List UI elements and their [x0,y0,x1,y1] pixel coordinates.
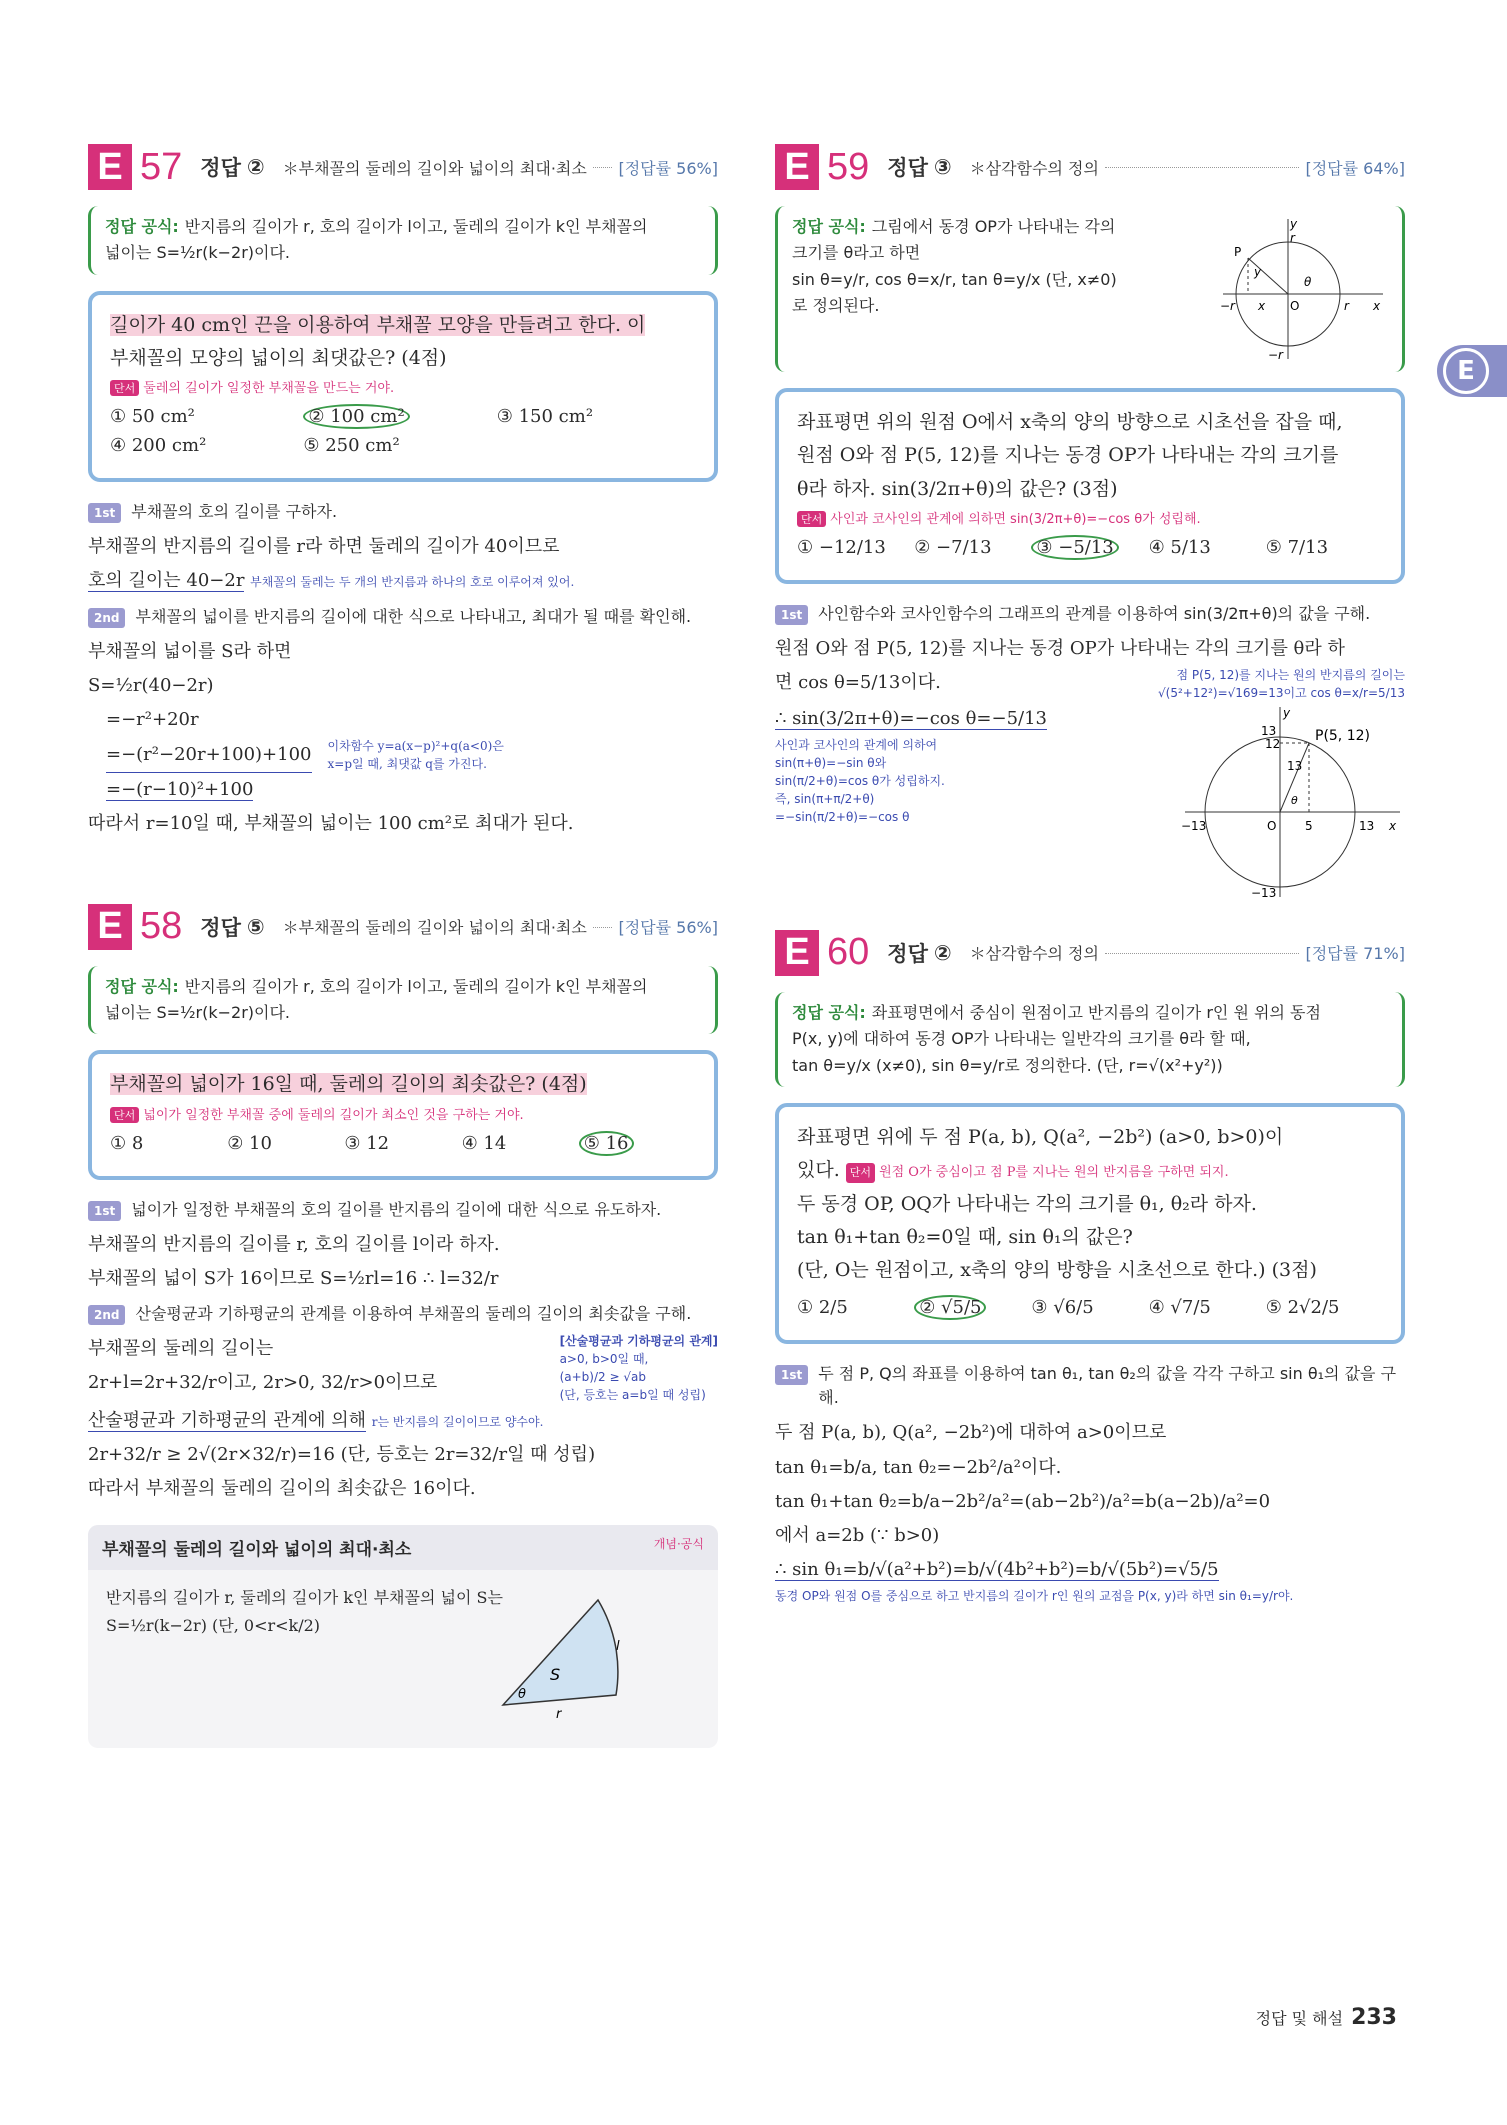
e59-choice-1: ① −12/13 [797,536,886,558]
e60-question-box [775,1103,1405,1344]
e60-sol-3: tan θ₁+tan θ₂=b/a−2b²/a²=(ab−2b²)/a²=b(a−2b)/a²=0 [775,1490,1271,1512]
e58-choice-4: ④ 14 [461,1132,507,1154]
e58-leader [593,926,613,928]
e60-question-3: 두 동경 OP, OQ가 나타내는 각의 크기를 θ₁, θ₂라 하자. [797,1192,1257,1215]
e58-header [88,900,718,954]
e60-formula-3: tan θ=y/x (x≠0), sin θ=y/r로 정의한다. (단, r=√(x²+y²)) [792,1055,1223,1075]
e60-sol-1: 두 점 P(a, b), Q(a², −2b²)에 대하여 a>0이므로 [775,1422,1167,1444]
e60-choice-3: ③ √6/5 [1031,1297,1094,1319]
e59-formula [775,206,1405,372]
fig2-x: x [1389,818,1397,833]
e60-header [775,926,1405,980]
fig2-neg13-left: −13 [1181,818,1207,833]
e57-leader [593,166,613,168]
e60-choice-4: ④ √7/5 [1148,1297,1211,1319]
e60-choices [797,1297,1383,1326]
e57-formula-1: 반지름의 길이가 r, 호의 길이가 l이고, 둘레의 길이가 k인 부채꼴의 [184,217,648,236]
e57-header [88,140,718,194]
e57-hint-tag: 단서 [110,380,139,396]
fig2-13-top: 13 [1261,723,1277,738]
e58-question-box [88,1050,718,1179]
fig2-P: P(5, 12) [1315,727,1370,744]
e57-choice-1: ① 50 cm² [110,406,195,428]
e60-sol-4: 에서 a=2b (∵ b>0) [775,1524,940,1546]
e57-badge: E [88,144,132,190]
e60-sol-5-note: 동경 OP와 원점 O를 중심으로 하고 반지름의 길이가 r인 원의 교점을 P(x, y)라 하면 sin θ₁=y/r야. [775,1589,1294,1604]
e57-choice-5: ⑤ 250 cm² [303,435,400,457]
fig2-13-diag: 13 [1287,758,1303,773]
e60-hint-tag: 단서 [846,1163,875,1182]
e57-question-box [88,291,718,483]
e59-step1: 사인함수와 코사인함수의 그래프의 관계를 이용하여 sin(3/2π+θ)의 값을 구해. [818,603,1371,623]
e57-sol-1: 부채꼴의 반지름의 길이를 r라 하면 둘레의 길이가 40이므로 [88,536,560,558]
e58-badge: E [88,904,132,950]
e59-note-2: sin(π+θ)=−sin θ와 [775,756,887,771]
e60-sol-5: ∴ sin θ₁=b/√(a²+b²)=b/√(4b²+b²)=b/√(5b²)=√5/5 [775,1559,1219,1581]
e59-formula-4: 로 정의된다. [792,296,880,316]
e58-sol-1: 부채꼴의 반지름의 길이를 r, 호의 길이를 l이라 하자. [88,1233,500,1255]
fig2-neg13-bottom: −13 [1251,885,1277,900]
e59-choice-2: ② −7/13 [914,536,992,558]
e57-question-2: 부채꼴의 모양의 넓이의 최댓값은? (4점) [110,347,447,370]
e57-sol-2-note: 부채꼴의 둘레는 두 개의 반지름과 하나의 호로 이루어져 있어. [250,575,575,590]
e59-formula-1: 그림에서 동경 OP가 나타내는 각의 [871,217,1116,236]
e57-choice-4: ④ 200 cm² [110,435,207,457]
e58-sol-4: 2r+l=2r+32/r이고, 2r>0, 32/r>0이므로 [88,1372,438,1394]
e57-sol-7: =−(r−10)²+100 [106,779,254,801]
e57-step2-tag: 2nd [88,608,125,628]
e59-choice-4: ④ 5/13 [1148,536,1211,558]
e59-topic: ＊삼각함수의 정의 [969,158,1099,178]
e59-note-5: =−sin(π/2+θ)=−cos θ [775,810,910,825]
e58-answer-label: 정답 [200,915,241,940]
e60-answer-label: 정답 [887,941,928,966]
e57-step2: 부채꼴의 넓이를 반지름의 길이에 대한 식으로 나타내고, 최대가 될 때를 확인해. [135,606,692,626]
e59-sol-2-note-1: 점 P(5, 12)를 지나는 원의 반지름의 길이는 [1176,667,1405,682]
e58-amgm-3: (단, 등호는 a=b일 때 성립) [559,1388,706,1402]
e60-formula-2: P(x, y)에 대하여 동경 OP가 나타내는 일반각의 크기를 θ라 할 때, [792,1029,1251,1049]
e60-leader [1105,952,1300,954]
e59-step1-tag: 1st [775,605,808,625]
chapter-tab [1437,345,1507,397]
fig1-x: x [1373,299,1381,313]
concept-title: 부채꼴의 둘레의 길이와 넓이의 최대·최소 [102,1539,412,1560]
e58-formula-label: 정답 공식: [105,976,179,996]
fig2-12: 12 [1265,736,1281,751]
concept-box [88,1525,718,1748]
e58-choices [110,1133,696,1162]
e58-step1-tag: 1st [88,1201,121,1221]
sector-figure [488,1580,628,1720]
e58-question: 부채꼴의 넓이가 16일 때, 둘레의 길이의 최솟값은? (4점) [110,1073,587,1096]
e59-hint: 사인과 코사인의 관계에 의하면 sin(3/2π+θ)=−cos θ가 성립해. [830,511,1201,527]
page-footer [1256,2005,1397,2030]
e58-amgm-1: a>0, b>0일 때, [559,1352,649,1366]
e58-amgm-box [560,1332,718,1404]
e59-formula-3: sin θ=y/r, cos θ=x/r, tan θ=y/x (단, x≠0) [792,269,1117,289]
e58-formula-2: 넓이는 S=½r(k−2r)이다. [105,1002,291,1022]
fig1-theta: θ [1304,275,1312,289]
e58-sol-3: 부채꼴의 둘레의 길이는 [88,1338,274,1359]
e59-formula-2: 크기를 θ라고 하면 [792,243,921,263]
e60-choice-5: ⑤ 2√2/5 [1265,1297,1340,1319]
e59-question-box [775,388,1405,584]
e58-formula-1: 반지름의 길이가 r, 호의 길이가 l이고, 둘레의 길이가 k인 부채꼴의 [184,976,648,996]
e57-sol-4: S=½r(40−2r) [88,674,214,696]
fig1-x-mark: x [1258,299,1266,313]
e57-choice-3: ③ 150 cm² [496,406,594,428]
concept-tag: 개념·공식 [653,1536,704,1551]
fig1-P: P [1234,245,1242,259]
concept-line-1: 반지름의 길이가 r, 둘레의 길이가 k인 부채꼴의 넓이 S는 [106,1587,503,1607]
unit-circle-figure [1218,214,1388,364]
e59-note-3: sin(π/2+θ)=cos θ가 성립하지. [775,774,945,789]
e59-formula-label: 정답 공식: [792,217,866,236]
fig1-neg-r: −r [1220,299,1235,313]
e60-formula-1: 좌표평면에서 중심이 원점이고 반지름의 길이가 r인 원 위의 동점 [871,1002,1321,1022]
e59-choices [797,537,1383,566]
fig1-neg-r-bottom: −r [1268,348,1283,362]
e57-choice-2: ② 100 cm² [303,404,409,429]
e57-sol-8: 따라서 r=10일 때, 부채꼴의 넓이는 100 cm²로 최대가 된다. [88,813,574,835]
e60-number: 60 [827,931,870,974]
e57-answer-label: 정답 [200,156,241,180]
e59-question-1: 좌표평면 위의 원점 O에서 x축의 양의 방향으로 시초선을 잡을 때, [797,411,1343,433]
e59-choice-5: ⑤ 7/13 [1265,536,1329,558]
fig1-r-right: r [1344,299,1349,313]
e59-hint-tag: 단서 [797,511,826,527]
e60-question-1: 좌표평면 위에 두 점 P(a, b), Q(a², −2b²) (a>0, b>0)이 [797,1126,1284,1149]
e59-sol-2: 면 cos θ=5/13이다. [775,671,941,693]
e58-choice-2: ② 10 [227,1132,272,1154]
fig1-O: O [1290,299,1300,313]
e59-note-1: 사인과 코사인의 관계에 의하여 [775,738,938,753]
e59-note-4: 즉, sin(π+π/2+θ) [775,792,875,807]
fig2-y: y [1283,705,1291,720]
e59-question-3: θ라 하자. sin(3/2π+θ)의 값은? (3점) [797,477,1118,500]
e59-badge: E [775,144,819,190]
e58-choice-1: ① 8 [110,1132,144,1154]
e58-hint-tag: 단서 [110,1107,139,1123]
e59-leader [1105,166,1300,168]
e59-number: 59 [827,145,870,188]
e58-step2-tag: 2nd [88,1305,125,1325]
e59-question-2: 원점 O와 점 P(5, 12)를 지나는 동경 OP가 나타내는 각의 크기를 [797,444,1339,467]
e60-question-5: (단, O는 원점이고, x축의 양의 방향을 시초선으로 한다.) (3점) [797,1259,1317,1282]
e59-rate: [정답률 64%] [1305,158,1405,178]
e59-header [775,140,1405,194]
footer-label: 정답 및 해설 [1255,2009,1344,2028]
e60-choice-1: ① 2/5 [797,1297,848,1319]
e58-number: 58 [140,905,183,948]
e57-topic: ＊부채꼴의 둘레의 길이와 넓이의 최대·최소 [282,158,587,178]
e58-step2: 산술평균과 기하평균의 관계를 이용하여 부채꼴의 둘레의 길이의 최솟값을 구해. [135,1304,692,1323]
fig1-r-top: r [1290,231,1295,245]
e58-amgm-2: (a+b)/2 ≥ √ab [559,1370,646,1384]
e58-answer: ⑤ [246,914,265,939]
e59-answer: ③ [933,155,952,179]
fig-theta: θ [518,1686,526,1702]
concept-line-2: S=½r(k−2r) (단, 0<r<k/2) [106,1616,321,1636]
e60-choice-2: ② √5/5 [914,1295,986,1320]
fig2-5: 5 [1305,818,1313,833]
e60-step1: 두 점 P, Q의 좌표를 이용하여 tan θ₁, tan θ₂의 값을 각각 구하고 sin θ₁의 값을 구해. [818,1364,1397,1408]
chapter-letter: E [1443,348,1489,394]
e58-choice-5: ⑤ 16 [579,1131,634,1156]
fig2-13-right: 13 [1359,818,1375,833]
fig1-y2: y [1254,265,1262,279]
e57-sol-5: =−r²+20r [106,709,199,731]
fig2-theta: θ [1291,793,1298,807]
e58-hint: 넓이가 일정한 부채꼴 중에 둘레의 길이가 최소인 것을 구하는 거야. [143,1107,524,1123]
fig1-y: y [1290,217,1298,231]
e60-badge: E [775,930,819,976]
e57-sol-3: 부채꼴의 넓이를 S라 하면 [88,640,292,662]
e58-sol-6: 2r+32/r ≥ 2√(2r×32/r)=16 (단, 등호는 2r=32/r일 때 성립) [88,1444,596,1466]
e58-formula [88,966,718,1035]
e60-hint: 원점 O가 중심이고 점 P를 지나는 원의 반지름을 구하면 되지. [879,1165,1229,1181]
e60-question-4: tan θ₁+tan θ₂=0일 때, sin θ₁의 값은? [797,1225,1133,1248]
fig-l: l [616,1638,620,1654]
fig2-O: O [1267,818,1277,833]
e60-answer: ② [933,940,952,965]
e60-rate: [정답률 71%] [1305,944,1405,964]
e58-sol-5-note: r는 반지름의 길이이므로 양수야. [371,1415,544,1429]
e57-formula [88,206,718,275]
e57-sol-2: 호의 길이는 40−2r [88,570,245,592]
right-column [775,140,1405,1605]
e59-sol-2-note-2: √(5²+12²)=√169=13이고 cos θ=x/r=5/13 [1157,685,1405,700]
e58-amgm-title: [산술평균과 기하평균의 관계] [559,1334,718,1348]
e57-answer: ② [246,155,265,179]
e60-formula-label: 정답 공식: [792,1002,866,1022]
page-number: 233 [1351,2005,1397,2030]
e57-sol-6: =−(r²−20r+100)+100 [106,738,312,773]
e57-question-1: 길이가 40 cm인 끈을 이용하여 부채꼴 모양을 만들려고 한다. 이 [110,313,646,336]
point-p-figure [1175,702,1405,902]
e57-step1-tag: 1st [88,503,121,523]
e59-sol-3: ∴ sin(3/2π+θ)=−cos θ=−5/13 [775,707,1047,729]
e57-rate: [정답률 56%] [618,158,718,178]
e60-sol-2: tan θ₁=b/a, tan θ₂=−2b²/a²이다. [775,1456,1062,1478]
e57-formula-2: 넓이는 S=½r(k−2r)이다. [105,243,291,263]
e59-answer-label: 정답 [887,156,928,180]
e58-sol-2: 부채꼴의 넓이 S가 16이므로 S=½rl=16 ∴ l=32/r [88,1267,499,1289]
e57-choices [110,406,696,464]
e58-topic: ＊부채꼴의 둘레의 길이와 넓이의 최대·최소 [282,918,587,938]
e57-sol-6-note: 이차함수 y=a(x−p)²+q(a<0)은 x=p일 때, 최댓값 q를 가진다. [327,739,504,772]
e58-sol-7: 따라서 부채꼴의 둘레의 길이의 최솟값은 16이다. [88,1478,476,1500]
e60-question-2: 있다. [797,1159,840,1182]
e58-choice-3: ③ 12 [344,1132,390,1154]
e57-formula-label: 정답 공식: [105,217,179,236]
e59-sol-1: 원점 O와 점 P(5, 12)를 지나는 동경 OP가 나타내는 각의 크기를 θ라 하 [775,637,1345,659]
e57-step1: 부채꼴의 호의 길이를 구하자. [131,502,338,522]
e58-rate: [정답률 56%] [618,918,718,938]
e59-choice-3: ③ −5/13 [1031,535,1118,560]
fig-S: S [550,1664,561,1684]
left-column [88,140,718,1748]
e58-step1: 넓이가 일정한 부채꼴의 호의 길이를 반지름의 길이에 대한 식으로 유도하자. [131,1199,662,1219]
fig-r: r [556,1706,562,1720]
e60-step1-tag: 1st [775,1365,808,1385]
e58-sol-5: 산술평균과 기하평균의 관계에 의해 [88,1410,366,1431]
e60-topic: ＊삼각함수의 정의 [969,944,1099,964]
e57-hint: 둘레의 길이가 일정한 부채꼴을 만드는 거야. [143,381,395,397]
e60-formula [775,992,1405,1087]
e57-number: 57 [140,145,183,188]
